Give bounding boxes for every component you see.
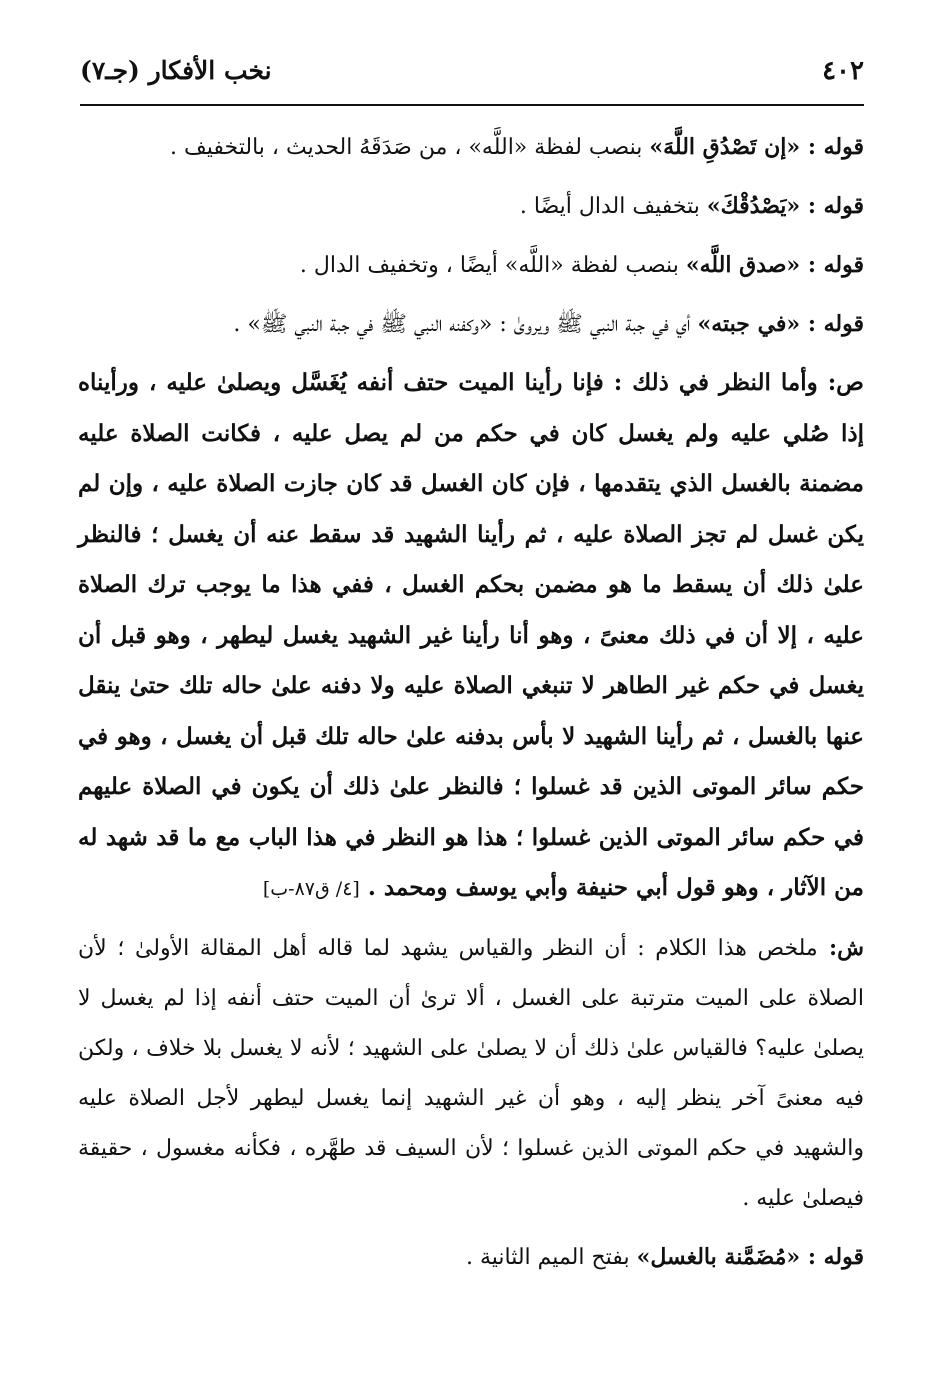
commentary-body: ملخص هذا الكلام : أن النظر والقياس يشهد لما قاله أهل المقالة الأولىٰ ؛ لأن الصلاة على الميت مترتبة على الغسل ، ألا ترىٰ أن الميت حتف أنفه إذا لم يغسل لا يصلىٰ عليه؟ فالقياس علىٰ ذلك أن لا يصلىٰ على الشهيد ؛ لأنه لا يغسل بلا خلاف ، ولكن فيه معنىً آخر ينظر إليه ، وهو أن غير الشهيد إنما يغسل ليطهر لأجل الصلاة عليه والشهيد في حكم الموتى الذين غسلوا ؛ لأن السيف قد طهَّره ، فكأنه مغسول ، حقيقة فيصلىٰ عليه . [78,935,864,1211]
commentary-label: ش: [817,934,864,961]
note-paragraph [78,1232,864,1283]
note-label: قوله : [800,193,864,219]
commentary-paragraph [78,923,864,1224]
page-body [78,122,864,1291]
manuscript-reference: [٤/ ق٨٧-ب] [262,878,360,900]
note-quote: «مُضَمَّنة بالغسل» [636,1243,801,1270]
note-text: بفتح الميم الثانية . [465,1244,637,1270]
note-paragraph [78,122,864,173]
main-text-paragraph [78,358,864,915]
note-quote: «يَصْدُقْكَ» [706,193,801,219]
note-label: قوله : [800,1243,864,1270]
note-paragraph [78,181,864,232]
note-text: أي في جبة النبي ﷺ ويروىٰ : «وكفنه النبي ﷺ في جبة النبي ﷺ» . [233,312,698,337]
note-label: قوله : [800,311,864,337]
note-quote: «صدق اللَّه» [685,252,801,278]
book-title: نخب الأفكار (جـ٧) [80,56,272,85]
page-header [80,52,864,104]
page-number: ٤٠٢ [822,56,864,86]
note-text: بنصب لفظة «اللَّه» ، من صَدَقَهُ الحديث ، بالتخفيف . [170,135,650,160]
main-text-label: ص: [817,369,864,396]
note-label: قوله : [800,252,864,278]
note-paragraph [78,299,864,350]
note-quote: «إن تَصْدُقِ اللَّهَ» [649,134,801,160]
note-paragraph [78,240,864,291]
note-quote: «في جبته» [697,311,801,337]
note-text: بنصب لفظة «اللَّه» أيضًا ، وتخفيف الدال . [299,253,686,278]
note-label: قوله : [800,134,864,160]
main-text-body: وأما النظر في ذلك : فإنا رأينا الميت حتف أنفه يُغَسَّل ويصلىٰ عليه ، ورأيناه إذا صُلي عليه ولم يغسل كان في حكم من لم يصل عليه ، فكانت الصلاة عليه مضمنة بالغسل الذي يتقدمها ، فإن كان الغسل قد كان جازت الصلاة عليه ، وإن لم يكن غسل لم تجز الصلاة عليه ، ثم رأينا الشهيد قد سقط عنه أن يغسل ؛ فالنظر علىٰ ذلك أن يسقط ما هو مضمن بحكم الغسل ، ففي هذا ما يوجب ترك الصلاة عليه ، إلا أن في ذلك معنىً ، وهو أنا رأينا غير الشهيد يغسل ليطهر ، وهو قبل أن يغسل في حكم غير الطاهر لا تنبغي الصلاة عليه ولا دفنه علىٰ حاله تلك حتىٰ ينقل عنها بالغسل ، ثم رأينا الشهيد لا بأس بدفنه علىٰ حاله تلك قبل أن يغسل ، وهو في حكم سائر الموتى الذين قد غسلوا ؛ فالنظر علىٰ ذلك أن يكون في الصلاة عليهم في حكم سائر الموتى الذين غسلوا ؛ هذا هو النظر في هذا الباب مع ما قد شهد له من الآثار ، وهو قول أبي حنيفة وأبي يوسف ومحمد . [78,369,864,901]
note-text: بتخفيف الدال أيضًا . [519,194,707,219]
header-rule [80,104,864,106]
